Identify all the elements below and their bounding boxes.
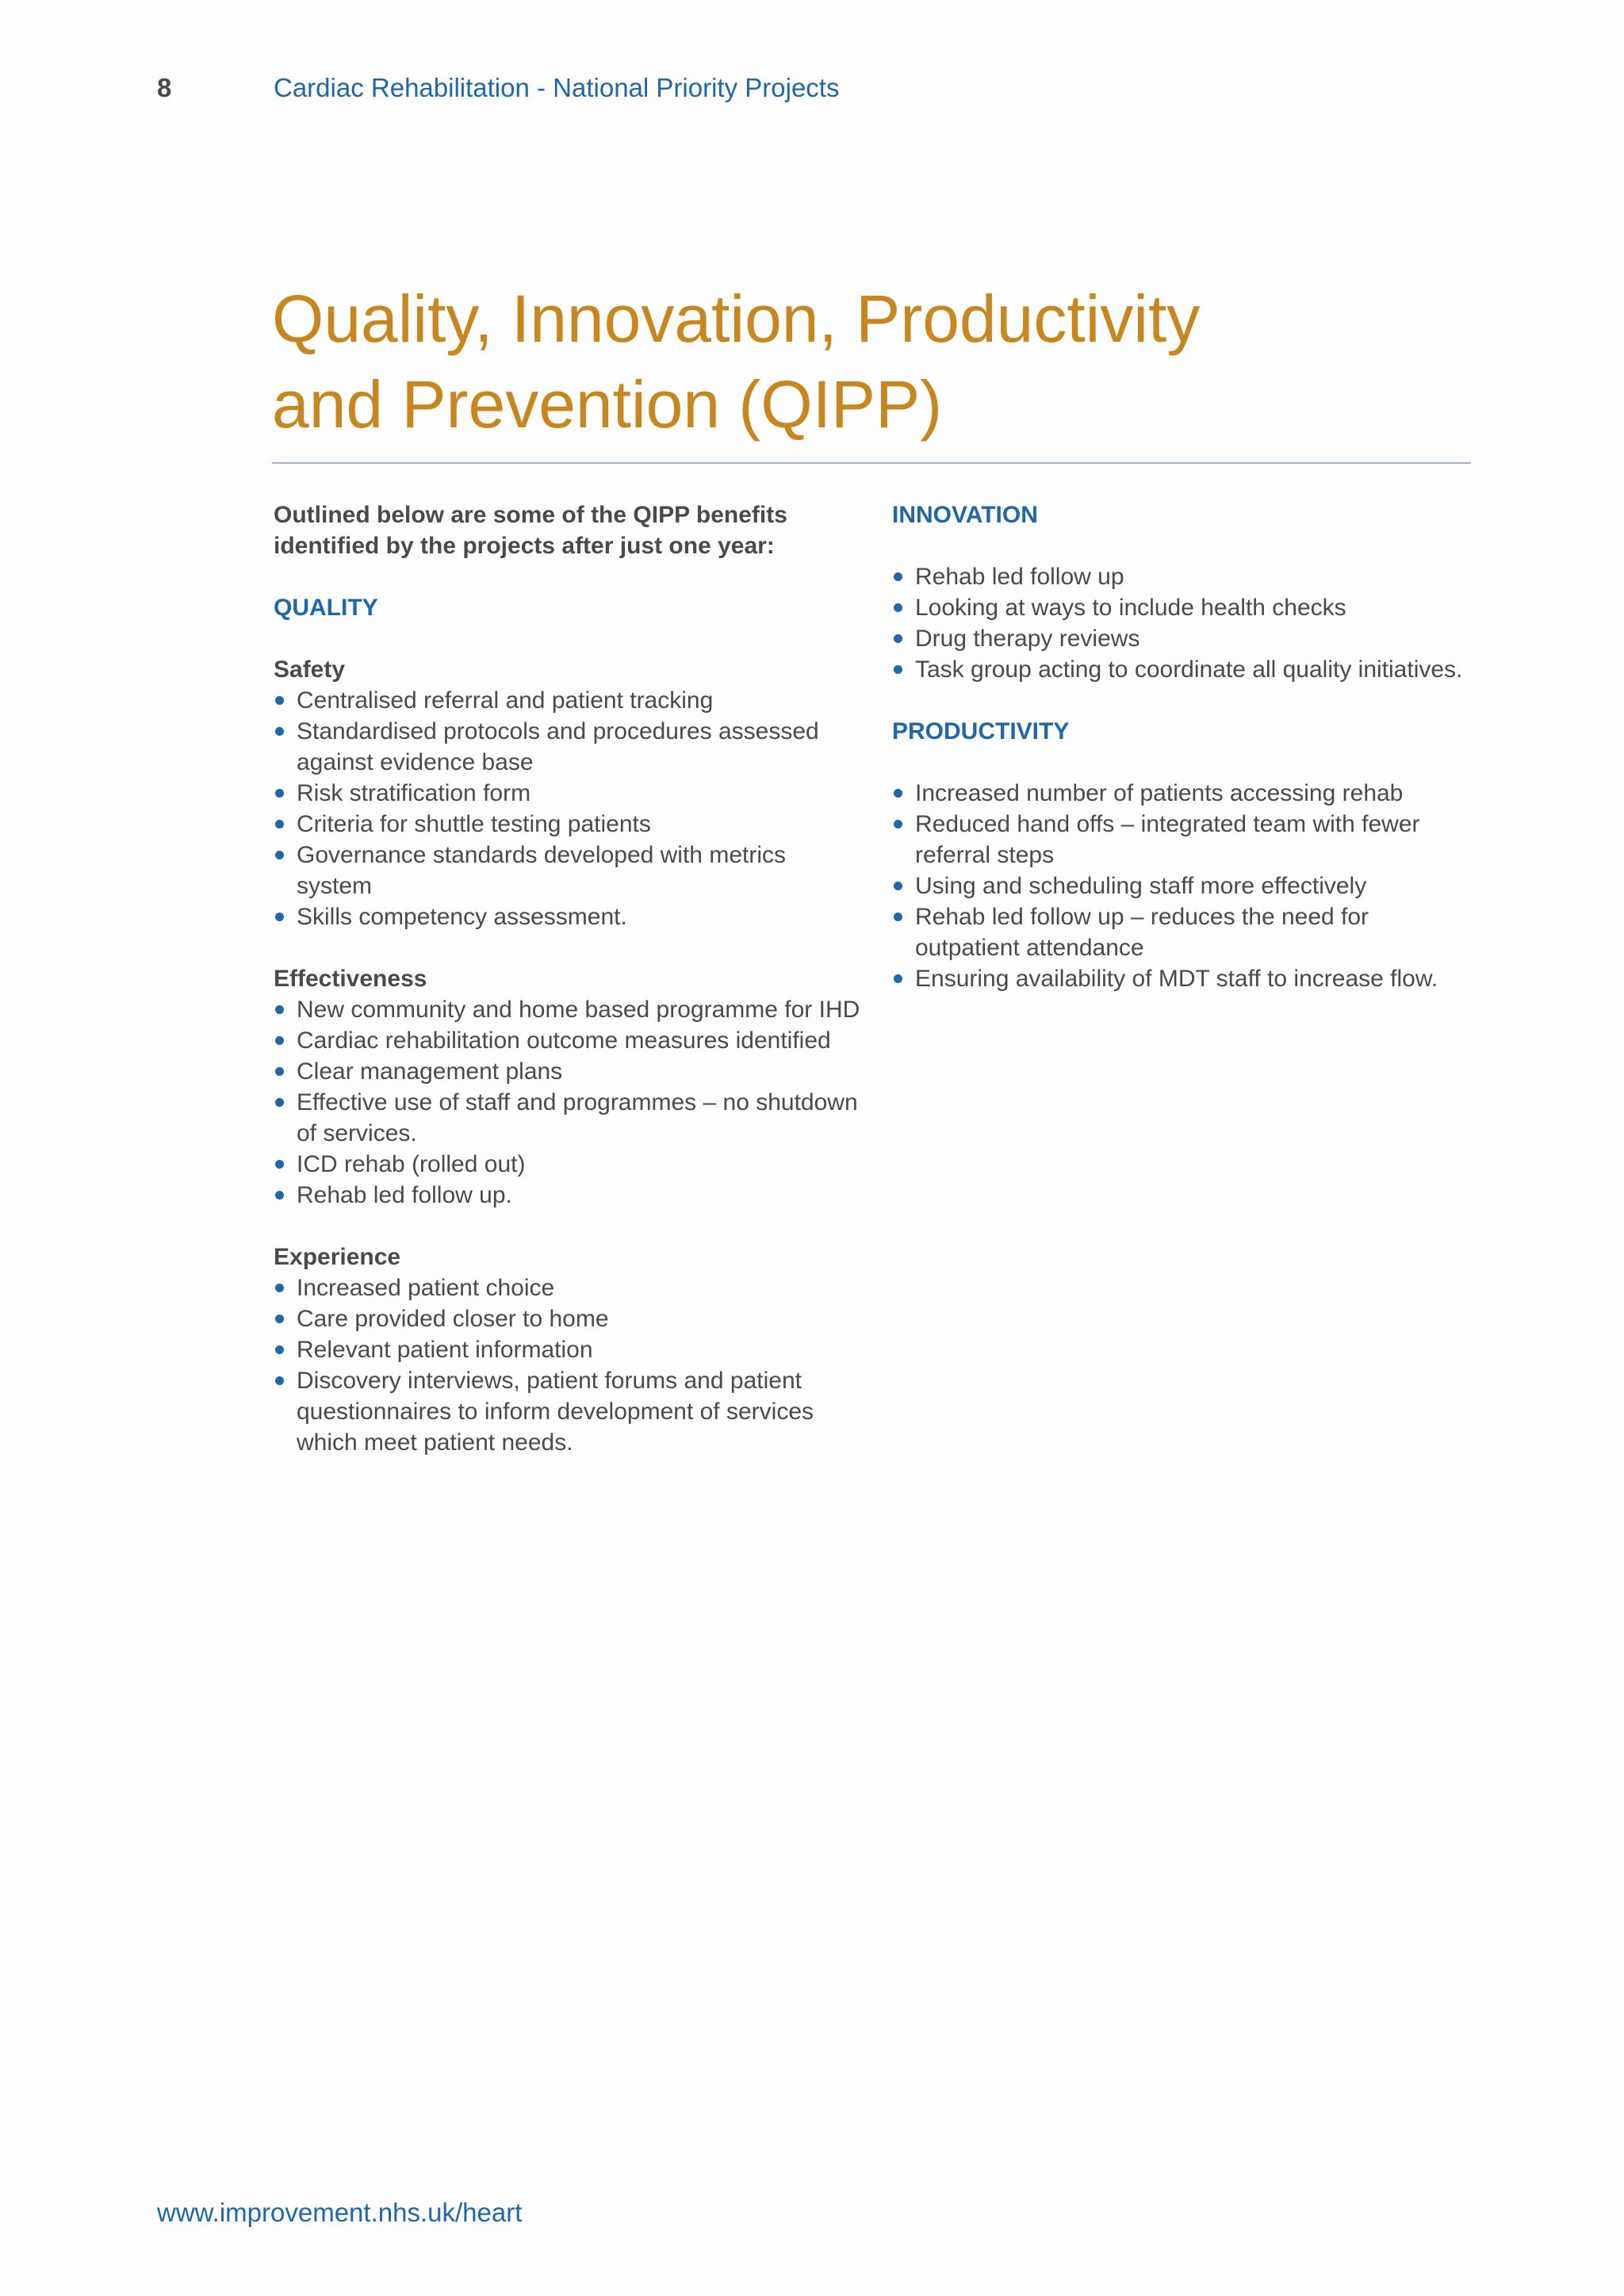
list-item-text: Ensuring availability of MDT staff to increase flow. [915,966,1438,992]
list-item-text: Increased patient choice [297,1275,555,1301]
list-item [274,1180,860,1211]
list-item-text: New community and home based programme for IHD [297,997,860,1023]
list-item-text: Standardised protocols and procedures assessed against evidence base [297,718,819,775]
list-item [274,685,860,716]
intro-text: Outlined below are some of the QIPP benefits identified by the projects after just one year: [274,502,787,559]
list-item-text: Clear management plans [297,1058,563,1085]
bullet-icon [275,1098,284,1107]
effectiveness-heading: Effectiveness [274,966,427,992]
left-column [274,499,860,1489]
list-item [274,1149,860,1180]
list-item [892,654,1479,685]
bullet-icon [275,1036,284,1045]
bullet-icon [894,603,902,612]
quality-heading: QUALITY [274,595,378,621]
list-item-text: Effective use of staff and programmes – no shutdown of services. [297,1089,858,1146]
list-item-text: Rehab led follow up [915,564,1124,590]
bullet-icon [275,1005,284,1014]
list-item [274,809,860,840]
list-item [892,963,1479,994]
bullet-icon [275,1191,284,1200]
footer-website-link[interactable]: www.improvement.nhs.uk/heart [157,2198,523,2227]
list-item [274,1056,860,1087]
list-item-text: Centralised referral and patient tracking [297,687,714,714]
list-item-text: Governance standards developed with metrics system [297,842,786,899]
bullet-icon [894,913,902,921]
innovation-list [892,561,1479,685]
list-item-text: Drug therapy reviews [915,626,1140,652]
bullet-icon [894,572,902,581]
page-title-line-1: Quality, Innovation, Productivity [272,281,1201,356]
list-item-text: Relevant patient information [297,1337,593,1363]
page-title [272,276,1200,447]
bullet-icon [894,974,902,983]
bullet-icon [275,851,284,859]
list-item [274,1087,860,1149]
bullet-icon [275,820,284,828]
list-item [274,1334,860,1365]
page-title-line-2: and Prevention (QIPP) [272,367,943,442]
list-item-text: Using and scheduling staff more effectively [915,873,1367,899]
title-divider [272,462,1471,464]
list-item [274,840,860,901]
list-item [892,592,1479,623]
experience-list [274,1272,860,1458]
bullet-icon [275,696,284,705]
bullet-icon [275,1314,284,1323]
bullet-icon [275,1345,284,1354]
safety-list [274,685,860,932]
running-header-title: Cardiac Rehabilitation - National Priority Projects [274,73,840,102]
bullet-icon [275,789,284,798]
list-item [892,561,1479,592]
bullet-icon [275,1376,284,1385]
bullet-icon [275,1284,284,1292]
bullet-icon [275,1160,284,1169]
list-item-text: Increased number of patients accessing rehab [915,780,1404,806]
list-item [274,1303,860,1334]
list-item [274,778,860,809]
list-item-text: Criteria for shuttle testing patients [297,811,651,837]
innovation-heading: INNOVATION [892,502,1038,528]
list-item-text: Reduced hand offs – integrated team with fewer referral steps [915,811,1420,868]
bullet-icon [275,727,284,736]
list-item [274,901,860,932]
list-item-text: ICD rehab (rolled out) [297,1151,526,1177]
effectiveness-list [274,994,860,1211]
page-number: 8 [157,73,172,102]
list-item [274,1025,860,1056]
bullet-icon [894,820,902,828]
list-item-text: Skills competency assessment. [297,904,627,930]
list-item-text: Cardiac rehabilitation outcome measures identified [297,1027,831,1054]
list-item [892,901,1479,963]
list-item [892,871,1479,901]
bullet-icon [894,882,902,890]
list-item [274,1272,860,1303]
list-item-text: Rehab led follow up. [297,1182,512,1208]
list-item [274,994,860,1025]
bullet-icon [894,665,902,674]
bullet-icon [894,634,902,643]
productivity-list [892,778,1479,994]
right-column [892,499,1479,1025]
list-item [274,1365,860,1458]
safety-heading: Safety [274,656,346,683]
list-item-text: Risk stratification form [297,780,531,806]
productivity-heading: PRODUCTIVITY [892,718,1070,744]
list-item-text: Discovery interviews, patient forums and patient questionnaires to inform development of services which meet patient needs. [297,1368,814,1456]
list-item-text: Rehab led follow up – reduces the need for outpatient attendance [915,904,1369,961]
bullet-icon [275,913,284,921]
experience-heading: Experience [274,1244,401,1270]
bullet-icon [894,789,902,798]
list-item-text: Looking at ways to include health checks [915,595,1346,621]
list-item [892,809,1479,871]
list-item-text: Task group acting to coordinate all quality initiatives. [915,656,1463,683]
list-item-text: Care provided closer to home [297,1306,609,1332]
bullet-icon [275,1067,284,1076]
list-item [274,716,860,778]
list-item [892,778,1479,809]
list-item [892,623,1479,654]
